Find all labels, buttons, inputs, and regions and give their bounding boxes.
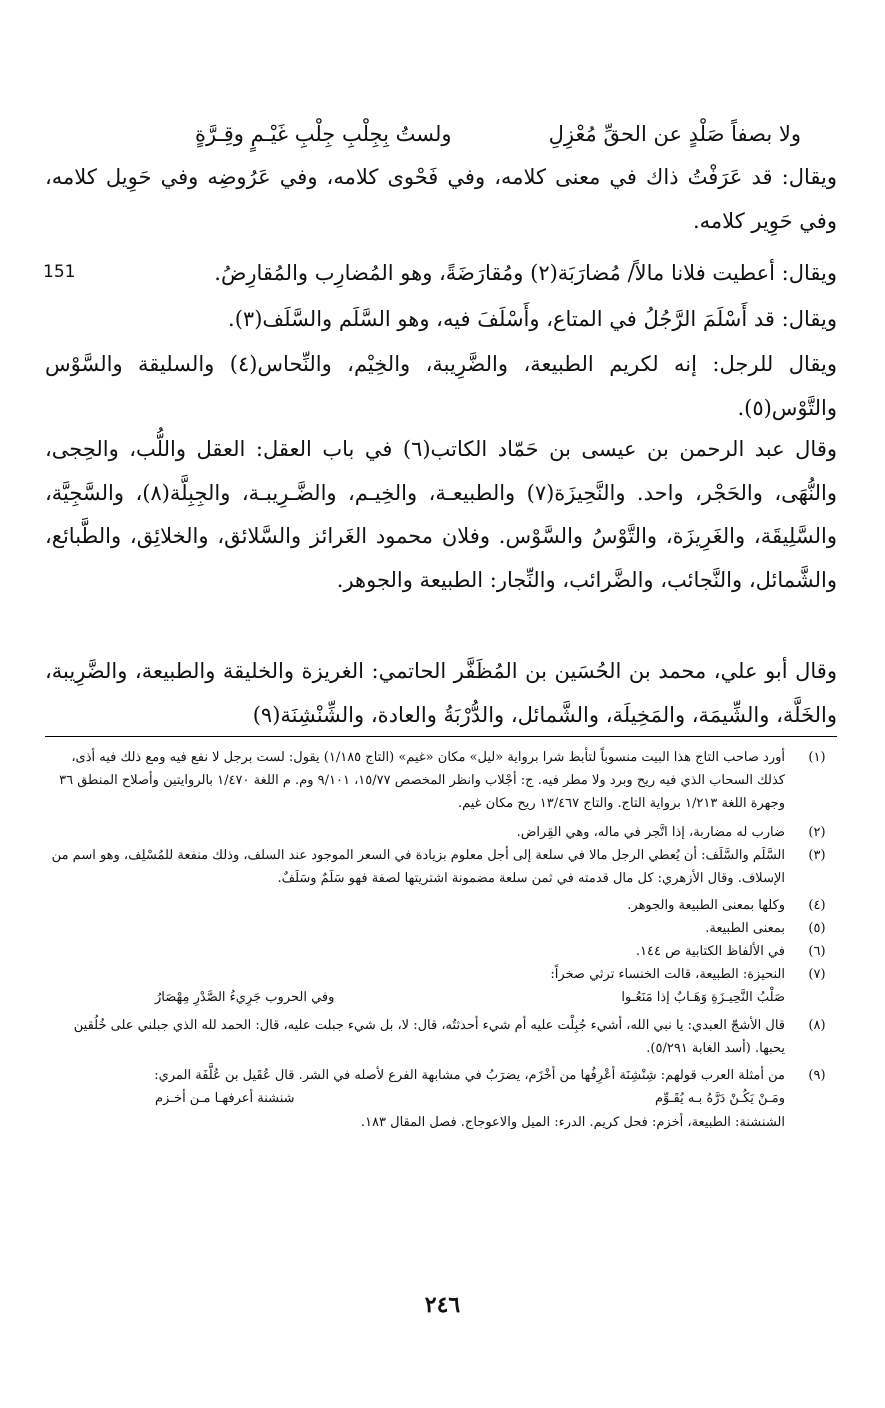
fn9-verse-first-hemistich: ومَـنْ يَكُـنْ دَرَّهُ بـه يُقَـوِّم (654, 1091, 785, 1106)
footnotes (45, 746, 837, 1134)
fn7-verse-first-hemistich: صَلْبُ النَّحِيـزَةِ وَهَـابٌ إذا مَنَعُـوا (621, 990, 785, 1005)
footnote-number: (٦) (808, 944, 826, 959)
footnote-7-verse (45, 986, 785, 1010)
footnote-5 (45, 917, 837, 940)
footnote-text: النحيزة: الطبيعة، قالت الخنساء ترثي صخراً: (550, 967, 785, 982)
paragraph-1: ويقال: قد عَرَفْتُ ذاك في معنى كلامه، وفي فَحْوى كلامه، وفي عَرُوضِه وفي حَوِيل كلامه، وفي حَوِير كلامه. (45, 165, 837, 233)
margin-page-marker: 151 (43, 262, 76, 282)
paragraph-5: وقال عبد الرحمن بن عيسى بن حَمّاد الكاتب(٦) في باب العقل: العقل واللُّب، والحِجى، والنُّهَى، والحَجْر، واحد. والنَّحِيزَة(٧) والطبيعـة، والخِيـم، والضَّـرِيبـة، والجِبِلَّة(٨)، والسَّجِيَّة، والسَّلِيقَة، والغَرِيزَة، والتَّوْسُ والسَّوْس. وفلان محمود الغَرائز والسَّلائق، والخلائِق، والطَّبائع، والشَّمائل، والنَّجائب، والضَّرائب، والنِّجار: الطبيعة والجوهر. (45, 437, 838, 592)
paragraph-2 (45, 252, 837, 296)
paragraph-4: ويقال للرجل: إنه لكريم الطبيعة، والضَّرِيبة، والخِيْم، والنِّحاس(٤) والسليقة والسَّوْس والتَّوْس(٥). (45, 352, 838, 420)
footnote-3 (45, 844, 837, 890)
footnote-number: (٩) (808, 1068, 826, 1083)
footnote-2 (45, 821, 837, 844)
footnote-number: (٣) (808, 848, 826, 863)
footnote-text: بمعنى الطبيعة. (705, 921, 785, 936)
footnote-4 (45, 894, 837, 917)
footnote-9 (45, 1064, 837, 1134)
footnote-number: (٥) (808, 921, 826, 936)
fn7-verse-second-hemistich: وفي الحروب جَرِيءُ الصَّدْرِ مِهْصَارُ (155, 990, 335, 1005)
verse-second-hemistich: ولستُ بِجِلْبِ جِلْبِ غَيْـمٍ وقِـرَّةٍ (195, 122, 452, 146)
footnote-text: وكلها بمعنى الطبيعة والجوهر. (627, 898, 785, 913)
footnote-7 (45, 963, 837, 1010)
paragraph-3: ويقال: قد أَسْلَمَ الرَّجُلُ في المتاع، وأَسْلَفَ فيه، وهو السَّلَم والسَّلَف(٣). (228, 307, 837, 331)
page-number: ٢٤٦ (424, 1292, 461, 1318)
footnote-number: (١) (808, 750, 826, 765)
verse-first-hemistich: ولا بصفاً صَلْدٍ عن الحقِّ مُعْزِلِ (548, 122, 801, 146)
footnote-1 (45, 746, 837, 815)
footnote-number: (٨) (808, 1018, 826, 1033)
paragraph-6: وقال أبو علي، محمد بن الحُسَين بن المُظَفَّر الحاتمي: الغريزة والخليقة والطبيعة، والضَّرِيبة، والخَلَّة، والشِّيمَة، والمَخِيلَة، والشَّمائل، والدُّرْبَةُ والعادة، والشِّنْشِنَة(٩) (45, 659, 837, 727)
footnote-text: ضارب له مضاربة، إذا اتَّجر في ماله، وهي القِراض. (516, 825, 785, 840)
footnote-9-verse (45, 1087, 785, 1111)
footnote-text: السَّلَم والسَّلَف: أن يُعطي الرجل مالا في سلعة إلى أجل معلوم بزيادة في السعر الموجود عند السلف، وذلك منفعة للمُسْلِف، وهو اسم من الإسلاف. وقال الأزهري: كل مال قدمته في ثمن سلعة مضمونة اشتريتها لصفة فهو سَلَمٌ وسَلَفٌ. (51, 848, 785, 886)
opening-verse (45, 112, 837, 156)
footnote-number: (٤) (808, 898, 826, 913)
footnote-8 (45, 1014, 837, 1060)
footnote-6 (45, 940, 837, 963)
footnote-text: من أمثلة العرب قولهم: شِنْشِنَة أعْرِفُها من أخْزَم، يضرَبُ في مشابهة الفرع لأصله في الشر. قال عُقَيل بن عُلَّفَة المري: (154, 1068, 785, 1083)
footnote-number: (٧) (808, 967, 826, 982)
footnote-separator (45, 736, 837, 737)
paragraph-2-text: ويقال: أعطيت فلانا مالاً/ مُضارَبَة(٢) ومُقارَضَةً، وهو المُضارِب والمُقارِضُ. (214, 261, 837, 285)
footnote-number: (٢) (808, 825, 826, 840)
footnote-9-gloss: الشنشنة: الطبيعة، أخزم: فحل كريم. الدرء: الميل والاعوجاج. فصل المقال ١٨٣. (360, 1115, 785, 1130)
footnote-text: أورد صاحب التاج هذا البيت منسوباً لتأبط شرا برواية «ليل» مكان «غيم» (التاج ١/١٨٥) يقول: لست برجل لا نفع فيه ومع ذلك فيه أذى، كذلك السحاب الذي فيه ريح وبرد ولا مطر فيه. ج: أجْلاب وانظر المخصص ١٥/٧٧، ٩/١٠١ وم. م اللغة ١/٤٧٠ بالروايتين وأصلاح المنطق ٣٦ وجهرة اللغة ١/٢١٣ برواية التاج. والتاج ١٣/٤٦٧ ريح مكان غيم. (59, 750, 785, 811)
footnote-text: قال الأشجّ العبدي: يا نبي الله، أشيء جُبِلْت عليه أم شيء أحدثتُه، قال: لا، بل شيء جبلت عليه، قال: الحمد لله الذي جبلني على خُلُقين يحبها. (أسد الغابة ٥/٢٩١). (73, 1018, 785, 1056)
fn9-verse-second-hemistich: شنشنة أعرفهـا مـن أخـزم (155, 1091, 295, 1106)
footnote-text: في الألفاظ الكتابية ص ١٤٤. (635, 944, 785, 959)
